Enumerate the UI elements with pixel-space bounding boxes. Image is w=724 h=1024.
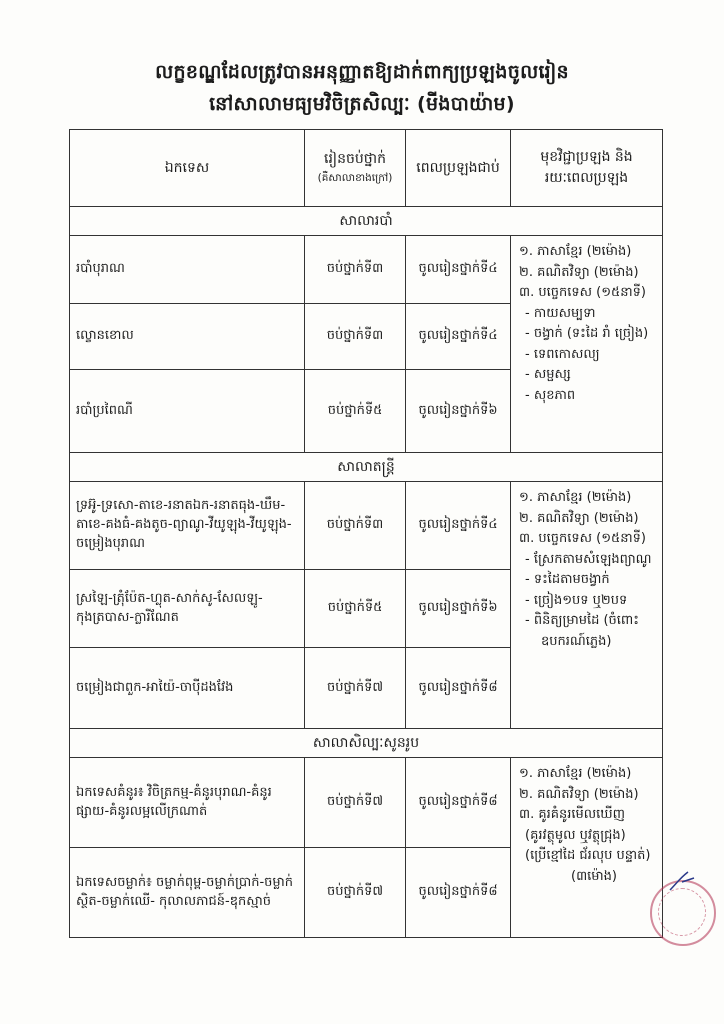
admitted-grade-cell: ចូលរៀនថ្នាក់ទី៤ (406, 304, 511, 370)
header-completed-grade (305, 130, 406, 207)
admitted-grade-cell: ចូលរៀនថ្នាក់ទី៤ (406, 482, 511, 570)
subject-line: ៣. បច្ចេកទេស (១៥នាទី) (519, 285, 646, 300)
table-row (70, 758, 663, 848)
subject-line: (៣ម៉ោង) (571, 868, 618, 884)
subject-line: - ទេពកោសល្យ (525, 346, 600, 362)
subjects-cell (511, 236, 663, 453)
admission-conditions-table (69, 129, 663, 938)
admitted-grade-cell: ចូលរៀនថ្នាក់ទី៦ (406, 570, 511, 648)
section-row-plastic-arts (70, 729, 663, 758)
specialty-cell: ឯកទេសគំនូរ៖ វិចិត្រកម្ម-គំនូរបុរាណ-គំនូរផ្សាយ-គំនូរលម្អលើក្រណាត់ (70, 758, 305, 848)
specialty-cell: ល្ខោនខោល (70, 304, 305, 370)
specialty-cell: ស្រឡៃ-ត្រុំប៉ែត-ហ្លុត-សាក់សូ-សែលឡូ-កុងត្របាស-ក្លារីណែត (70, 570, 305, 648)
header-completed-sub: (គឺសាលាខាងក្រៅ) (317, 172, 393, 184)
document-title-line2: នៅសាលាមធ្យមវិចិត្រសិល្បៈ (មីងបាយ៉ាម) (209, 93, 515, 115)
document-title-line1: លក្ខខណ្ឌដែលត្រូវបានអនុញ្ញាតឱ្យដាក់ពាក្យប្រឡងចូលរៀន (155, 61, 569, 83)
section-name: សាលាតន្ត្រី (70, 453, 663, 482)
specialty-cell: របាំបុរាណ (70, 236, 305, 304)
section-name: សាលារបាំ (70, 207, 663, 236)
specialty-cell: របាំប្រពៃណី (70, 370, 305, 453)
completed-grade-cell: ចប់ថ្នាក់ទី៣ (305, 236, 406, 304)
subject-line: ១. ភាសាខ្មែរ (២ម៉ោង) (519, 766, 632, 781)
header-specialty: ឯកទេស (70, 130, 305, 207)
completed-grade-cell: ចប់ថ្នាក់ទី៣ (305, 304, 406, 370)
subject-line: - ស្រែកតាមសំឡេងព្យាណូ (525, 551, 652, 567)
subject-line: ឧបករណ៍ភ្លេង) (541, 633, 612, 649)
header-subjects-line2: រយៈពេលប្រឡង (544, 170, 629, 186)
completed-grade-cell: ចប់ថ្នាក់ទី៣ (305, 482, 406, 570)
subject-line: - ពិនិត្យម្រាមដៃ (ចំពោះ (525, 613, 640, 628)
specialty-cell: ឯកទេសចម្លាក់៖ ចម្លាក់ពុម្ព-ចម្លាក់ប្រាក់-ចម្លាក់ស្ថិត-ចម្លាក់ឈើ- កុលាលភាជន៍-ឌុកស្មាច់ (70, 848, 305, 938)
section-row-dance (70, 207, 663, 236)
signature-mark (668, 868, 696, 894)
admitted-grade-cell: ចូលរៀនថ្នាក់ទី៨ (406, 848, 511, 938)
admitted-grade-cell: ចូលរៀនថ្នាក់ទី៨ (406, 758, 511, 848)
table-row (70, 482, 663, 570)
specialty-cell: ចម្រៀងជាពួក-អាយ៉ៃ-ចាប៉ីដងវែង (70, 648, 305, 729)
subjects-cell (511, 758, 663, 938)
header-completed-label: រៀនចប់ថ្នាក់ (324, 151, 386, 167)
subject-line: ៣. គូរគំនូរមើលឃើញ (519, 807, 626, 822)
subject-line: - កាយសម្បទា (525, 305, 596, 321)
admitted-grade-cell: ចូលរៀនថ្នាក់ទី៤ (406, 236, 511, 304)
subject-line: - សម្ផស្ស (525, 367, 571, 382)
subject-line: (គូរវត្ថុមូល ឬវត្ថុជ្រុង) (525, 827, 626, 843)
header-admitted-grade: ពេលប្រឡងជាប់ (406, 130, 511, 207)
subject-line: - សុខភាព (525, 387, 576, 403)
table-header-row (70, 130, 663, 207)
completed-grade-cell: ចប់ថ្នាក់ទី៥ (305, 370, 406, 453)
subject-line: - ចង្វាក់ (ទះដៃ រាំ ច្រៀង) (525, 326, 649, 341)
subject-line: (ប្រើខ្មៅដៃ ជ័រលុប បន្ទាត់) (525, 848, 651, 863)
subject-line: ២. គណិតវិទ្យា (២ម៉ោង) (519, 510, 639, 526)
official-stamp-inner-ring (658, 888, 706, 936)
section-name: សាលាសិល្បៈសូនរូប (70, 729, 663, 758)
subject-line: - ទះដៃតាមចង្វាក់ (525, 572, 610, 587)
subject-line: ៣. បច្ចេកទេស (១៥នាទី) (519, 531, 646, 546)
completed-grade-cell: ចប់ថ្នាក់ទី៧ (305, 648, 406, 729)
completed-grade-cell: ចប់ថ្នាក់ទី៥ (305, 570, 406, 648)
subject-line: ២. គណិតវិទ្យា (២ម៉ោង) (519, 786, 639, 802)
specialty-cell: ទ្រអ៊ូ-ទ្រសោ-តាខេ-រនាតឯក-រនាតធុង-ឃឹម-តាខេ-គងធំ-គងតូច-ព្យាណូ-វីយូឡុង-វីយូឡុង-ចម្រៀងបុរាណ (70, 482, 305, 570)
subject-line: ១. ភាសាខ្មែរ (២ម៉ោង) (519, 244, 632, 259)
header-subjects-line1: មុខវិជ្ជាប្រឡង និង (540, 149, 633, 165)
admitted-grade-cell: ចូលរៀនថ្នាក់ទី៦ (406, 370, 511, 453)
subject-line: - ច្រៀង១បទ ឬ២បទ (525, 592, 628, 608)
subject-line: ១. ភាសាខ្មែរ (២ម៉ោង) (519, 490, 632, 505)
section-row-music (70, 453, 663, 482)
subjects-cell (511, 482, 663, 729)
subject-line: ២. គណិតវិទ្យា (២ម៉ោង) (519, 264, 639, 280)
table-row (70, 236, 663, 304)
completed-grade-cell: ចប់ថ្នាក់ទី៧ (305, 848, 406, 938)
header-subjects (511, 130, 663, 207)
admitted-grade-cell: ចូលរៀនថ្នាក់ទី៨ (406, 648, 511, 729)
completed-grade-cell: ចប់ថ្នាក់ទី៧ (305, 758, 406, 848)
